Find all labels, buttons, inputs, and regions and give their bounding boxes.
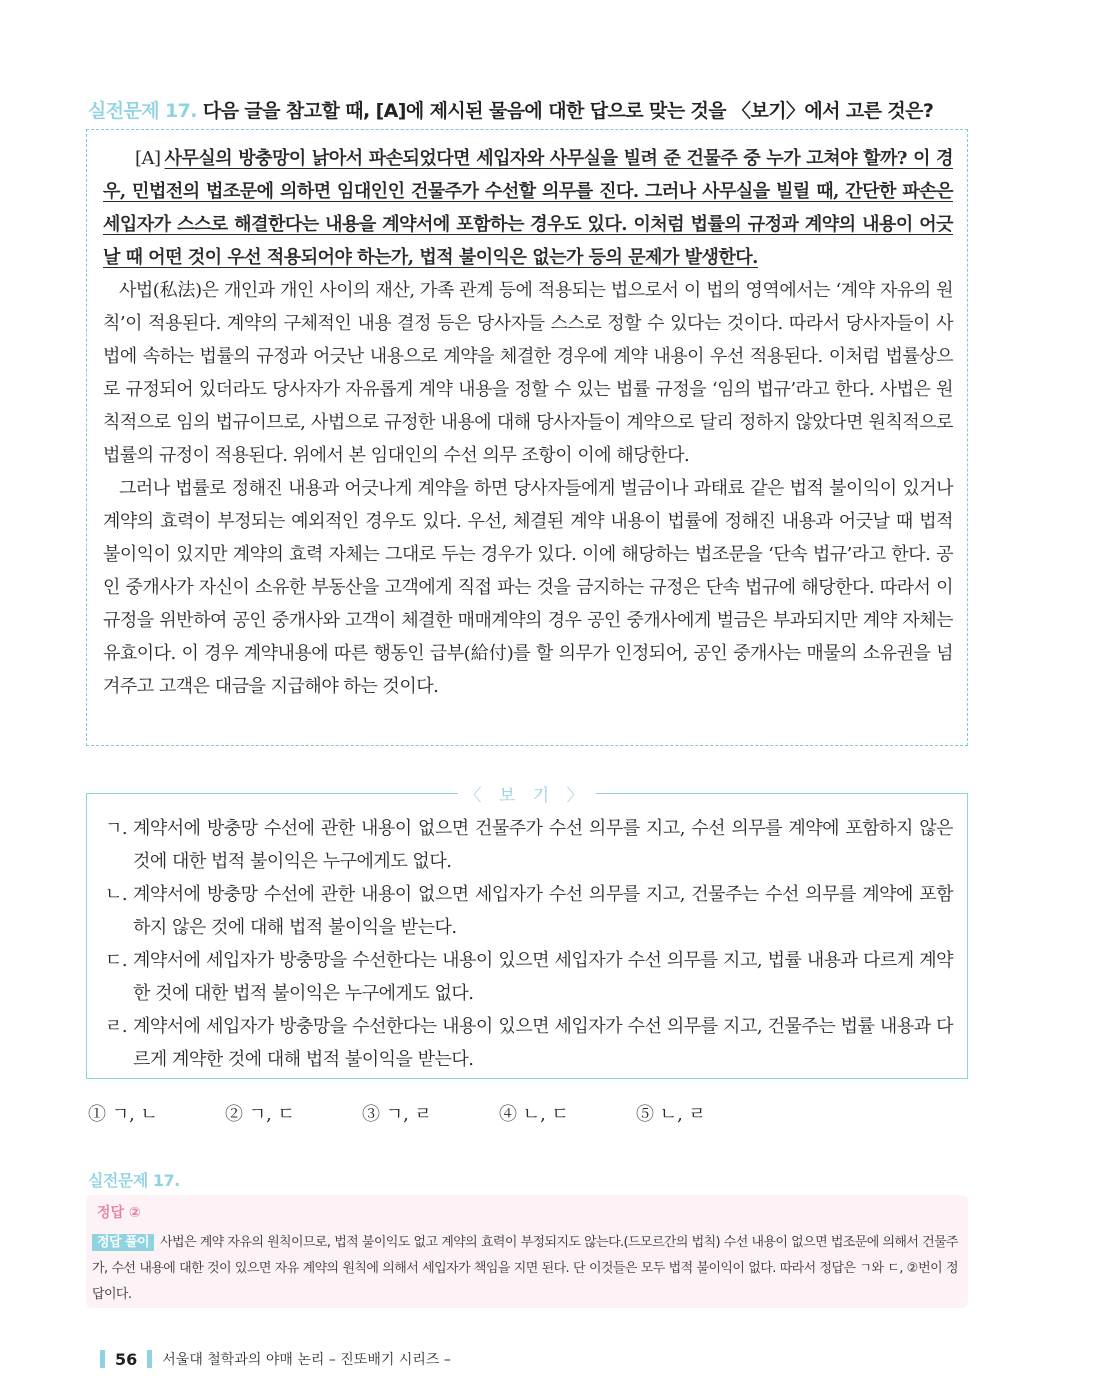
answer-key: 정답 ② xyxy=(97,1205,141,1221)
question-label: 실전문제 17. xyxy=(88,100,197,122)
bogi-item-key: ㄷ. xyxy=(105,950,128,971)
bogi-item-text: 계약서에 세입자가 방충망을 수선한다는 내용이 있으면 세입자가 수선 의무를 지고, 법률 내용과 다르게 계약한 것에 대한 법적 불이익은 누구에게도 없다. xyxy=(133,950,953,1004)
bogi-item-key: ㄱ. xyxy=(105,818,128,839)
bogi-item-text: 계약서에 방충망 수선에 관한 내용이 없으면 세입자가 수선 의무를 지고, 건물주는 수선 의무를 계약에 포함하지 않은 것에 대해 법적 불이익을 받는다. xyxy=(133,884,953,938)
answer-explanation xyxy=(92,1230,958,1308)
page-footer xyxy=(100,1349,451,1369)
series-title: 서울대 철학과의 야매 논리 – 진또배기 시리즈 – xyxy=(162,1352,451,1368)
passage-box xyxy=(86,129,968,746)
bogi-header xyxy=(87,781,967,806)
footer-bar xyxy=(100,1350,105,1368)
answer-choices xyxy=(88,1100,788,1126)
bogi-item-text: 계약서에 방충망 수선에 관한 내용이 없으면 건물주가 수선 의무를 지고, 수선 의무를 계약에 포함하지 않은 것에 대한 법적 불이익은 누구에게도 없다. xyxy=(133,818,953,872)
bogi-item xyxy=(105,1010,953,1076)
choice-4[interactable]: ④ ㄴ, ㄷ xyxy=(499,1104,569,1125)
bogi-item-key: ㄹ. xyxy=(105,1016,128,1037)
passage-tag: [A] xyxy=(135,148,161,169)
bogi-title: 〈 보 기 〉 xyxy=(458,786,595,806)
passage-p3: 그러나 법률로 정해진 내용과 어긋나게 계약을 하면 당사자들에게 벌금이나 과태료 같은 법적 불이익이 있거나 계약의 효력이 부정되는 예외적인 경우도 있다. 우선, 체결된 계약 내용이 법률에 정해진 내용과 어긋날 때 법적 불이익이 있지만 계약의 효력 자체는 그대로 두는 경우가 있다. 이에 해당하는 법조문을 ‘단속 법규’라고 한다. 공인 중개사가 자신이 소유한 부동산을 고객에게 직접 파는 것을 금지하는 규정은 단속 법규에 해당한다. 따라서 이 규정을 위반하여 공인 중개사와 고객이 체결한 매매계약의 경우 공인 중개사에게 벌금은 부과되지만 계약 자체는 유효이다. 이 경우 계약내용에 따른 행동인 급부(給付)를 할 의무가 인정되어, 공인 중개사는 매물의 소유권을 넘겨주고 고객은 대금을 지급해야 하는 것이다. xyxy=(103,478,953,697)
bogi-box xyxy=(86,786,968,1079)
bogi-item-text: 계약서에 세입자가 방충망을 수선한다는 내용이 있으면 세입자가 수선 의무를 지고, 건물주는 법률 내용과 다르게 계약한 것에 대해 법적 불이익을 받는다. xyxy=(133,1016,953,1070)
explanation-badge: 정답 풀이 xyxy=(92,1234,154,1251)
choice-2[interactable]: ② ㄱ, ㄷ xyxy=(225,1104,295,1125)
bogi-item xyxy=(105,878,953,944)
choice-5[interactable]: ⑤ ㄴ, ㄹ xyxy=(636,1104,706,1125)
question-title xyxy=(88,96,933,123)
explanation-text: 사법은 계약 자유의 원칙이므로, 법적 불이익도 없고 계약의 효력이 부정되지도 않는다.(드모르간의 법칙) 수선 내용이 없으면 법조문에 의해서 건물주가, 수선 내용에 대한 것이 있으면 자유 계약의 원칙에 의해서 세입자가 책임을 지면 된다. 단 이것들은 모두 법적 불이익이 없다. 따라서 정답은 ㄱ와 ㄷ, ②번이 정답이다. xyxy=(92,1235,958,1302)
passage-p1: 사무실의 방충망이 낡아서 파손되었다면 세입자와 사무실을 빌려 준 건물주 중 누가 고쳐야 할까? 이 경우, 민법전의 법조문에 의하면 임대인인 건물주가 수선할 의무를 진다. 그러나 사무실을 빌릴 때, 간단한 파손은 세입자가 스스로 해결한다는 내용을 계약서에 포함하는 경우도 있다. 이처럼 법률의 규정과 계약의 내용이 어긋날 때 어떤 것이 우선 적용되어야 하는가, 법적 불이익은 없는가 등의 문제가 발생한다. xyxy=(103,148,953,268)
page-number: 56 xyxy=(115,1349,138,1369)
passage-section-a xyxy=(103,142,953,274)
bogi-item xyxy=(105,944,953,1010)
bogi-item xyxy=(105,812,953,878)
choice-3[interactable]: ③ ㄱ, ㄹ xyxy=(362,1104,432,1125)
answer-section-label: 실전문제 17. xyxy=(88,1171,180,1190)
passage-p2: 사법(私法)은 개인과 개인 사이의 재산, 가족 관계 등에 적용되는 법으로서 이 법의 영역에서는 ‘계약 자유의 원칙’이 적용된다. 계약의 구체적인 내용 결정 등은 당사자들 스스로 정할 수 있다는 것이다. 따라서 당사자들이 사법에 속하는 법률의 규정과 어긋난 내용으로 계약을 체결한 경우에 계약 내용이 우선 적용된다. 이처럼 법률상으로 규정되어 있더라도 당사자가 자유롭게 계약 내용을 정할 수 있는 법률 규정을 ‘임의 법규’라고 한다. 사법은 원칙적으로 임의 법규이므로, 사법으로 규정한 내용에 대해 당사자들이 계약으로 달리 정하지 않았다면 원칙적으로 법률의 규정이 적용된다. 위에서 본 임대인의 수선 의무 조항이 이에 해당한다. xyxy=(103,280,953,466)
answer-box xyxy=(86,1195,968,1308)
footer-bar xyxy=(147,1350,152,1368)
bogi-item-key: ㄴ. xyxy=(105,884,128,905)
question-text: 다음 글을 참고할 때, [A]에 제시된 물음에 대한 답으로 맞는 것을 〈보기〉에서 고른 것은? xyxy=(202,100,934,122)
choice-1[interactable]: ① ㄱ, ㄴ xyxy=(88,1104,158,1125)
